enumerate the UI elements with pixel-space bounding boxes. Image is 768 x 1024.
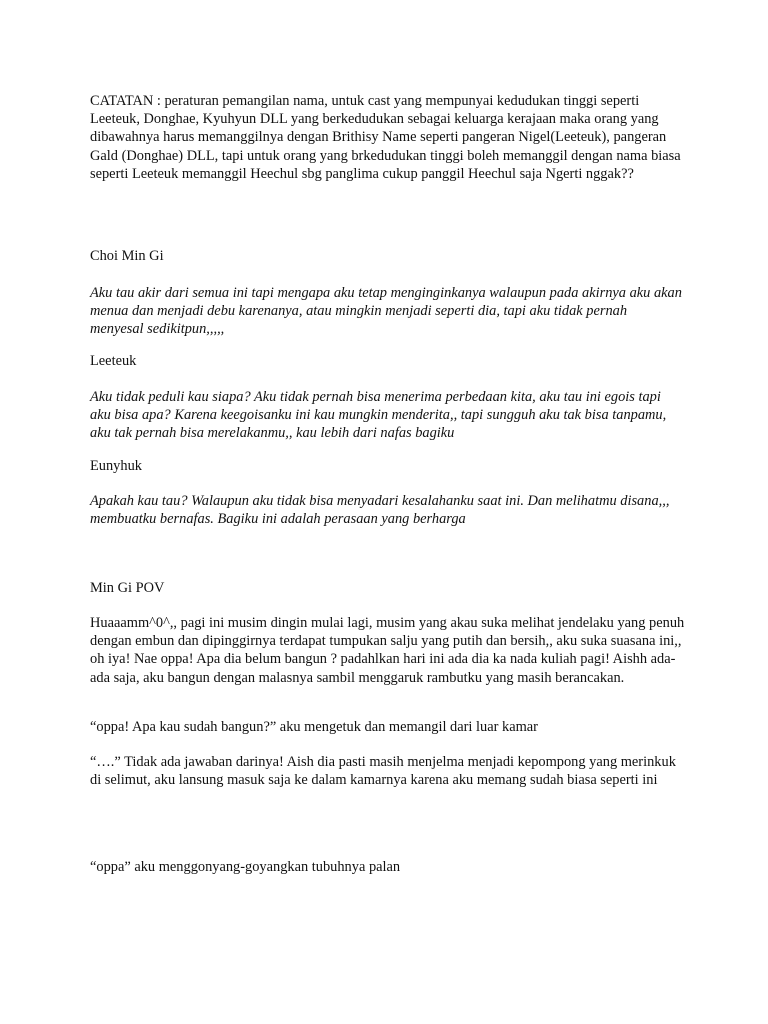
story-paragraph: “oppa! Apa kau sudah bangun?” aku mengetuk dan memangil dari luar kamar [90,719,538,735]
story-paragraph: Huaaamm^0^,, pagi ini musim dingin mulai lagi, musim yang akau suka melihat jendelaku yang penuh dengan embun dan dipinggirnya terdapat tumpukan salju yang putih dan bersih,, aku suka suasana ini,, oh iya! Nae oppa! Apa dia belum bangun ? padahlkan hari ini ada dia ka nada kuliah pagi! Aishh ada-ada saja, aku bangun dengan malasnya sambil menggaruk rambutku yang masih berancakan. [90,615,685,686]
story-paragraph: “….” Tidak ada jawaban darinya! Aish dia pasti masih menjelma menjadi kepompong yang merinkuk di selimut, aku lansung masuk saja ke dalam kamarnya karena aku memang sudah biasa seperti ini [90,754,676,789]
character-quote-choi-min-gi: Aku tau akir dari semua ini tapi mengapa aku tetap menginginkanya walaupun pada akirnya aku akan menua dan menjadi debu karenanya, atau mingkin menjadi seperti dia, tapi aku tidak pernah menyesal sedikitpun,,,,, [90,285,682,338]
note-paragraph: CATATAN : peraturan pemangilan nama, untuk cast yang mempunyai kedudukan tinggi seperti Leeteuk, Donghae, Kyuhyun DLL yang berkedudukan sebagai keluarga kerajaan maka orang yang dibawahnya harus memanggilnya dengan Brithisy Name seperti pangeran Nigel(Leeteuk), pangeran Gald (Donghae) DLL, tapi untuk orang yang brkedudukan tinggi boleh memanggil dengan nama biasa seperti Leeteuk memanggil Heechul sbg panglima cukup panggil Heechul saja Ngerti nggak?? [90,93,681,182]
character-quote-leeteuk: Aku tidak peduli kau siapa? Aku tidak pernah bisa menerima perbedaan kita, aku tau ini egois tapi aku bisa apa? Karena keegoisanku ini kau mungkin menderita,, tapi sungguh aku tak bisa tanpamu, aku tak pernah bisa merelakanmu,, kau lebih dari nafas bagiku [90,389,667,442]
pov-heading: Min Gi POV [90,580,165,596]
story-paragraph: “oppa” aku menggonyang-goyangkan tubuhnya palan [90,859,401,875]
character-name-choi-min-gi: Choi Min Gi [90,248,164,264]
character-quote-eunyhuk: Apakah kau tau? Walaupun aku tidak bisa menyadari kesalahanku saat ini. Dan melihatmu disana,,, membuatku bernafas. Bagiku ini adalah perasaan yang berharga [90,493,670,528]
character-name-eunyhuk: Eunyhuk [90,458,142,474]
character-name-leeteuk: Leeteuk [90,353,137,369]
